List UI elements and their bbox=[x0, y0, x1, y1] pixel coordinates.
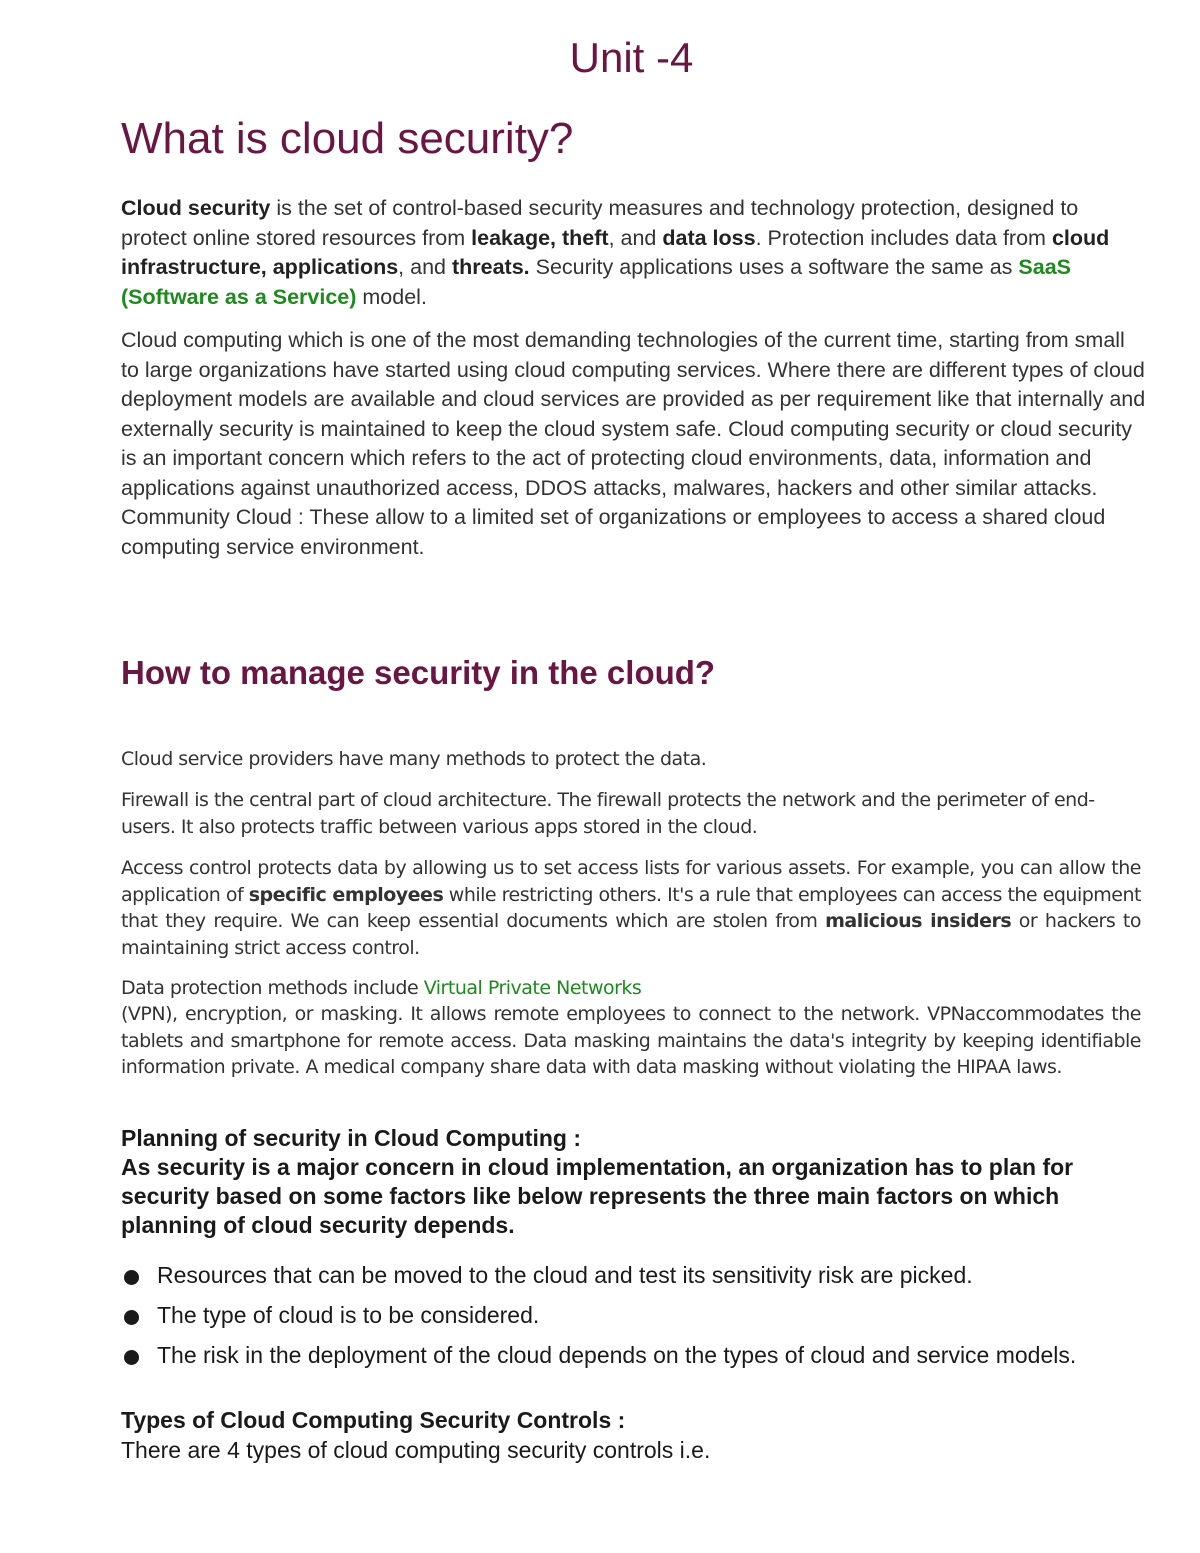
text-run: . Protection includes data from bbox=[755, 225, 1052, 250]
bullet-icon bbox=[124, 1350, 139, 1365]
term-leakage-theft: leakage, theft bbox=[471, 225, 609, 250]
section-heading-what-is-cloud-security: What is cloud security? bbox=[121, 114, 574, 163]
providers-paragraph: Cloud service providers have many methods to protect the data. bbox=[121, 748, 707, 770]
vpn-link[interactable]: Virtual Private Networks bbox=[423, 977, 642, 999]
term-data-loss: data loss bbox=[662, 225, 756, 250]
term-cloud-infrastructure: cloud infrastructure, applications bbox=[121, 225, 1110, 279]
list-item-text: Resources that can be moved to the cloud and test its sensitivity risk are picked. bbox=[157, 1262, 973, 1288]
term-cloud-security: Cloud security bbox=[121, 196, 271, 220]
list-item-text: The risk in the deployment of the cloud depends on the types of cloud and service models. bbox=[157, 1342, 1077, 1368]
types-heading: Types of Cloud Computing Security Controls : bbox=[121, 1407, 626, 1433]
list-item bbox=[121, 1338, 1121, 1373]
planning-heading: Planning of security in Cloud Computing : bbox=[121, 1125, 581, 1151]
data-protection-intro bbox=[121, 975, 1141, 1002]
list-item bbox=[121, 1258, 1121, 1293]
access-control-paragraph bbox=[121, 855, 1141, 961]
text-run: or hackers to maintaining strict access control. bbox=[121, 910, 1141, 959]
term-malicious-insiders: malicious insiders bbox=[825, 910, 1012, 932]
text-run: is the set of control-based security measures and technology protection, designed to protect online stored resources from bbox=[121, 196, 1079, 250]
types-body: There are 4 types of cloud computing security controls i.e. bbox=[121, 1437, 711, 1463]
cloud-computing-paragraph: Cloud computing which is one of the most demanding technologies of the current time, starting from small to large organizations have started using cloud computing services. Where there are different types of cloud deployment models are available and cloud services are provided as per requirement like that internally and externally security is maintained to keep the cloud system safe. Cloud computing security or cloud security is an important concern which refers to the act of protecting cloud environments, data, information and applications against unauthorized access, DDOS attacks, malwares, hackers and other similar attacks. Community Cloud : These allow to a limited set of organizations or employees to access a shared cloud computing service environment. bbox=[121, 328, 1146, 559]
term-threats: threats. bbox=[451, 255, 530, 279]
section-heading-manage-security: How to manage security in the cloud? bbox=[121, 654, 716, 691]
term-specific-employees: specific employees bbox=[248, 883, 444, 906]
list-item bbox=[121, 1298, 1121, 1333]
bullet-icon bbox=[124, 1310, 139, 1325]
text-run: , and bbox=[398, 255, 452, 279]
data-protection-paragraph: (VPN), encryption, or masking. It allows remote employees to connect to the network. VPNaccommodates the tablets and smartphone for remote access. Data masking maintains the data's integrity by keeping identifiable information private. A medical company share data with data masking without violating the HIPAA laws. bbox=[121, 1003, 1141, 1078]
unit-title: Unit -4 bbox=[569, 34, 694, 81]
text-run: while restricting others. It's a rule that employees can access the equipment that they require. We can keep essential documents which are stolen from bbox=[121, 883, 1141, 932]
term-saas-link[interactable]: SaaS (Software as a Service) bbox=[121, 255, 1072, 309]
cloud-security-definition-paragraph bbox=[121, 194, 1146, 312]
bullet-icon bbox=[124, 1270, 139, 1285]
text-run: , and bbox=[608, 225, 663, 250]
text-run: Security applications uses a software the same as bbox=[529, 255, 1019, 279]
planning-body: As security is a major concern in cloud implementation, an organization has to plan for security based on some factors like below represents the three main factors on which planning of cloud security depends. bbox=[121, 1154, 1074, 1238]
text-run: Data protection methods include bbox=[121, 977, 424, 999]
list-item-text: The type of cloud is to be considered. bbox=[157, 1302, 540, 1328]
firewall-paragraph: Firewall is the central part of cloud architecture. The firewall protects the network and the perimeter of end-users. It also protects traffic between various apps stored in the cloud. bbox=[121, 789, 1095, 838]
planning-factors-list bbox=[121, 1258, 1121, 1378]
text-run: Access control protects data by allowing us to set access lists for various assets. For example, you can allow the application of bbox=[121, 857, 1141, 906]
text-run: model. bbox=[356, 284, 427, 309]
